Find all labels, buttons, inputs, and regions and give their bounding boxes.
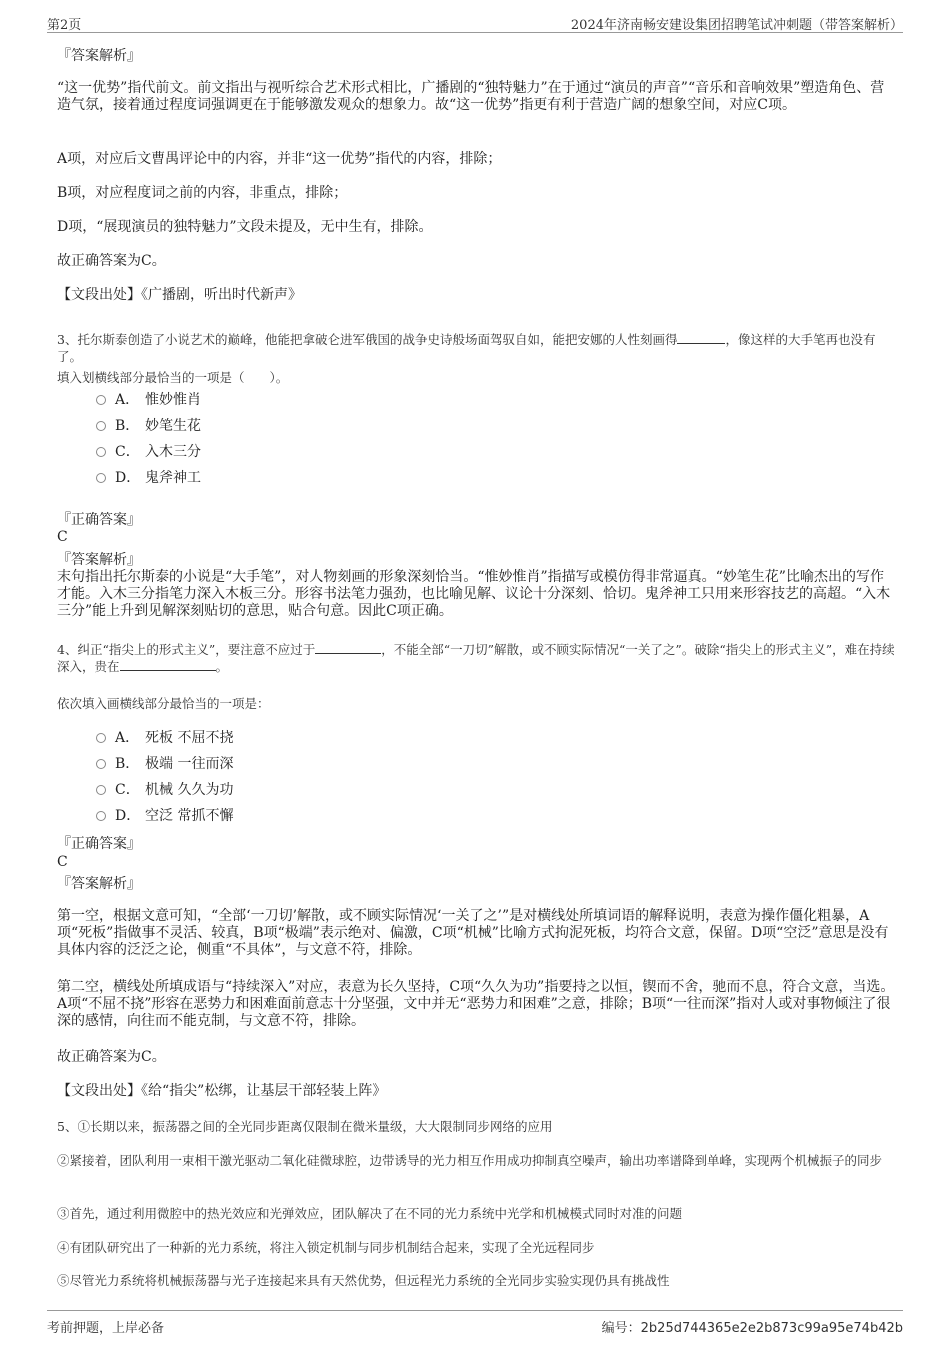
radio-icon[interactable] [96,473,106,483]
radio-icon[interactable] [96,447,106,457]
radio-icon[interactable] [96,811,106,821]
question-3-correct-label: 『正确答案』 [57,512,141,528]
question-5-sentence-2: ②紧接着，团队利用一束相干激光驱动二氧化硅微球腔，边带诱导的光力相互作用成功抑制真空噪声，输出功率谱降到单峰，实现两个机械振子的同步 [57,1153,883,1168]
question-5-number: 5、 [57,1119,78,1134]
prev-analysis-p2: A项，对应后文曹禺评论中的内容，并非“这一优势”指代的内容，排除； [57,151,502,167]
question-4-analysis-p2: 第二空，横线处所填成语与“持续深入”对应，表意为长久坚持，C项“久久为功”指要持之以恒，锲而不舍，驰而不息，符合文意，当选。A项“不屈不挠”形容在恶势力和困难面前意志十分坚强，文中并无“恶势力和困难”之意，排除；B项“一往而深”指对人或对事物倾注了很深的感情，向往而不能克制，与文意不符，排除。 [57,979,895,1029]
question-4-source: 【文段出处】《给“指尖”松绑，让基层干部轻装上阵》 [57,1083,387,1099]
question-4-option-c[interactable]: C． 机械 久久为功 [96,780,233,800]
document-code: 编号：2b25d744365e2e2b873c99a95e74b42b [601,1321,903,1336]
radio-icon[interactable] [96,395,106,405]
question-3-option-c[interactable]: C． 入木三分 [96,442,201,462]
fill-blank [120,658,216,671]
question-4-number: 4、 [57,642,78,657]
fill-blank [677,331,725,344]
question-4-conclusion: 故正确答案为C。 [57,1049,166,1065]
question-5-sentence-5: ⑤尽管光力系统将机械振荡器与光子连接起来具有天然优势，但远程光力系统的全光同步实验实现仍具有挑战性 [57,1273,670,1288]
question-4-option-b[interactable]: B． 极端 一往而深 [96,754,233,774]
question-3-answer: C [57,529,68,545]
footer-slogan: 考前押题，上岸必备 [47,1321,165,1336]
prev-analysis-p4: D项，“展现演员的独特魅力”文段未提及，无中生有，排除。 [57,219,433,235]
question-4-option-d[interactable]: D． 空泛 常抓不懈 [96,806,233,826]
prev-conclusion: 故正确答案为C。 [57,253,166,269]
question-4-stem: 4、纠正“指尖上的形式主义”，要注意不应过于 ，不能全部“一刀切”解散，或不顾实际情况“一关了之”。破除“指尖上的形式主义”，难在持续深入，贵在 。 [57,642,895,674]
prev-analysis-label: 『答案解析』 [57,48,141,64]
radio-icon[interactable] [96,733,106,743]
question-3-analysis: 末句指出托尔斯泰的小说是“大手笔”，对人物刻画的形象深刻恰当。“惟妙惟肖”指描写或模仿得非常逼真。“妙笔生花”比喻杰出的写作才能。入木三分指笔力深入木板三分。形容书法笔力强劲，也比喻见解、议论十分深刻、恰切。鬼斧神工只用来形容技艺的高超。“入木三分”能上升到见解深刻贴切的意思，贴合句意。因此C项正确。 [57,569,891,619]
question-3-prompt: 填入划横线部分最恰当的一项是（ ）。 [57,370,289,385]
question-4-analysis-p1: 第一空，根据文意可知，“全部‘一刀切’解散，或不顾实际情况‘一关了之’”是对横线处所填词语的解释说明，表意为操作僵化粗暴，A项“死板”指做事不灵活、较真，B项“极端”表示绝对、偏激，C项“机械”比喻方式拘泥死板，均符合文意，保留。D项“空泛”意思是没有具体内容的泛泛之论，侧重“不具体”，与文意不符，排除。 [57,908,889,958]
question-4-prompt: 依次填入画横线部分最恰当的一项是： [57,696,270,711]
prev-source: 【文段出处】《广播剧，听出时代新声》 [57,287,302,303]
document-title: 2024年济南畅安建设集团招聘笔试冲刺题（带答案解析） [570,18,903,33]
question-4-correct-label: 『正确答案』 [57,836,141,852]
radio-icon[interactable] [96,759,106,769]
radio-icon[interactable] [96,421,106,431]
prev-analysis-p3: B项，对应程度词之前的内容，非重点，排除； [57,185,348,201]
fill-blank [315,641,381,654]
question-3-option-b[interactable]: B． 妙笔生花 [96,416,201,436]
question-4-option-a[interactable]: A． 死板 不屈不挠 [96,728,233,748]
question-3-option-a[interactable]: A． 惟妙惟肖 [96,390,201,410]
question-5-sentence-1: 5、①长期以来，振荡器之间的全光同步距离仅限制在微米量级，大大限制同步网络的应用 [57,1119,553,1134]
question-4-analysis-label: 『答案解析』 [57,876,141,892]
question-3-analysis-label: 『答案解析』 [57,552,141,568]
question-3-option-d[interactable]: D． 鬼斧神工 [96,468,201,488]
question-5-sentence-4: ④有团队研究出了一种新的光力系统，将注入锁定机制与同步机制结合起来，实现了全光远程同步 [57,1240,595,1255]
page-header [47,10,903,33]
page-footer [47,1310,903,1337]
question-3-number: 3、 [57,332,78,347]
question-3-stem: 3、托尔斯泰创造了小说艺术的巅峰，他能把拿破仑进军俄国的战争史诗般场面驾驭自如，能把安娜的人性刻画得 ，像这样的大手笔再也没有了。 [57,332,876,364]
prev-analysis-p1: “这一优势”指代前文。前文指出与视听综合艺术形式相比，广播剧的“独特魅力”在于通过“演员的声音”“音乐和音响效果”塑造角色、营造气氛，接着通过程度词强调更在于能够激发观众的想象力。故“这一优势”指更有利于营造广阔的想象空间，对应C项。 [57,80,885,113]
question-5-sentence-3: ③首先，通过利用微腔中的热光效应和光弹效应，团队解决了在不同的光力系统中光学和机械模式同时对准的问题 [57,1206,683,1221]
page-number: 第2页 [47,18,82,33]
radio-icon[interactable] [96,785,106,795]
question-4-answer: C [57,854,68,870]
